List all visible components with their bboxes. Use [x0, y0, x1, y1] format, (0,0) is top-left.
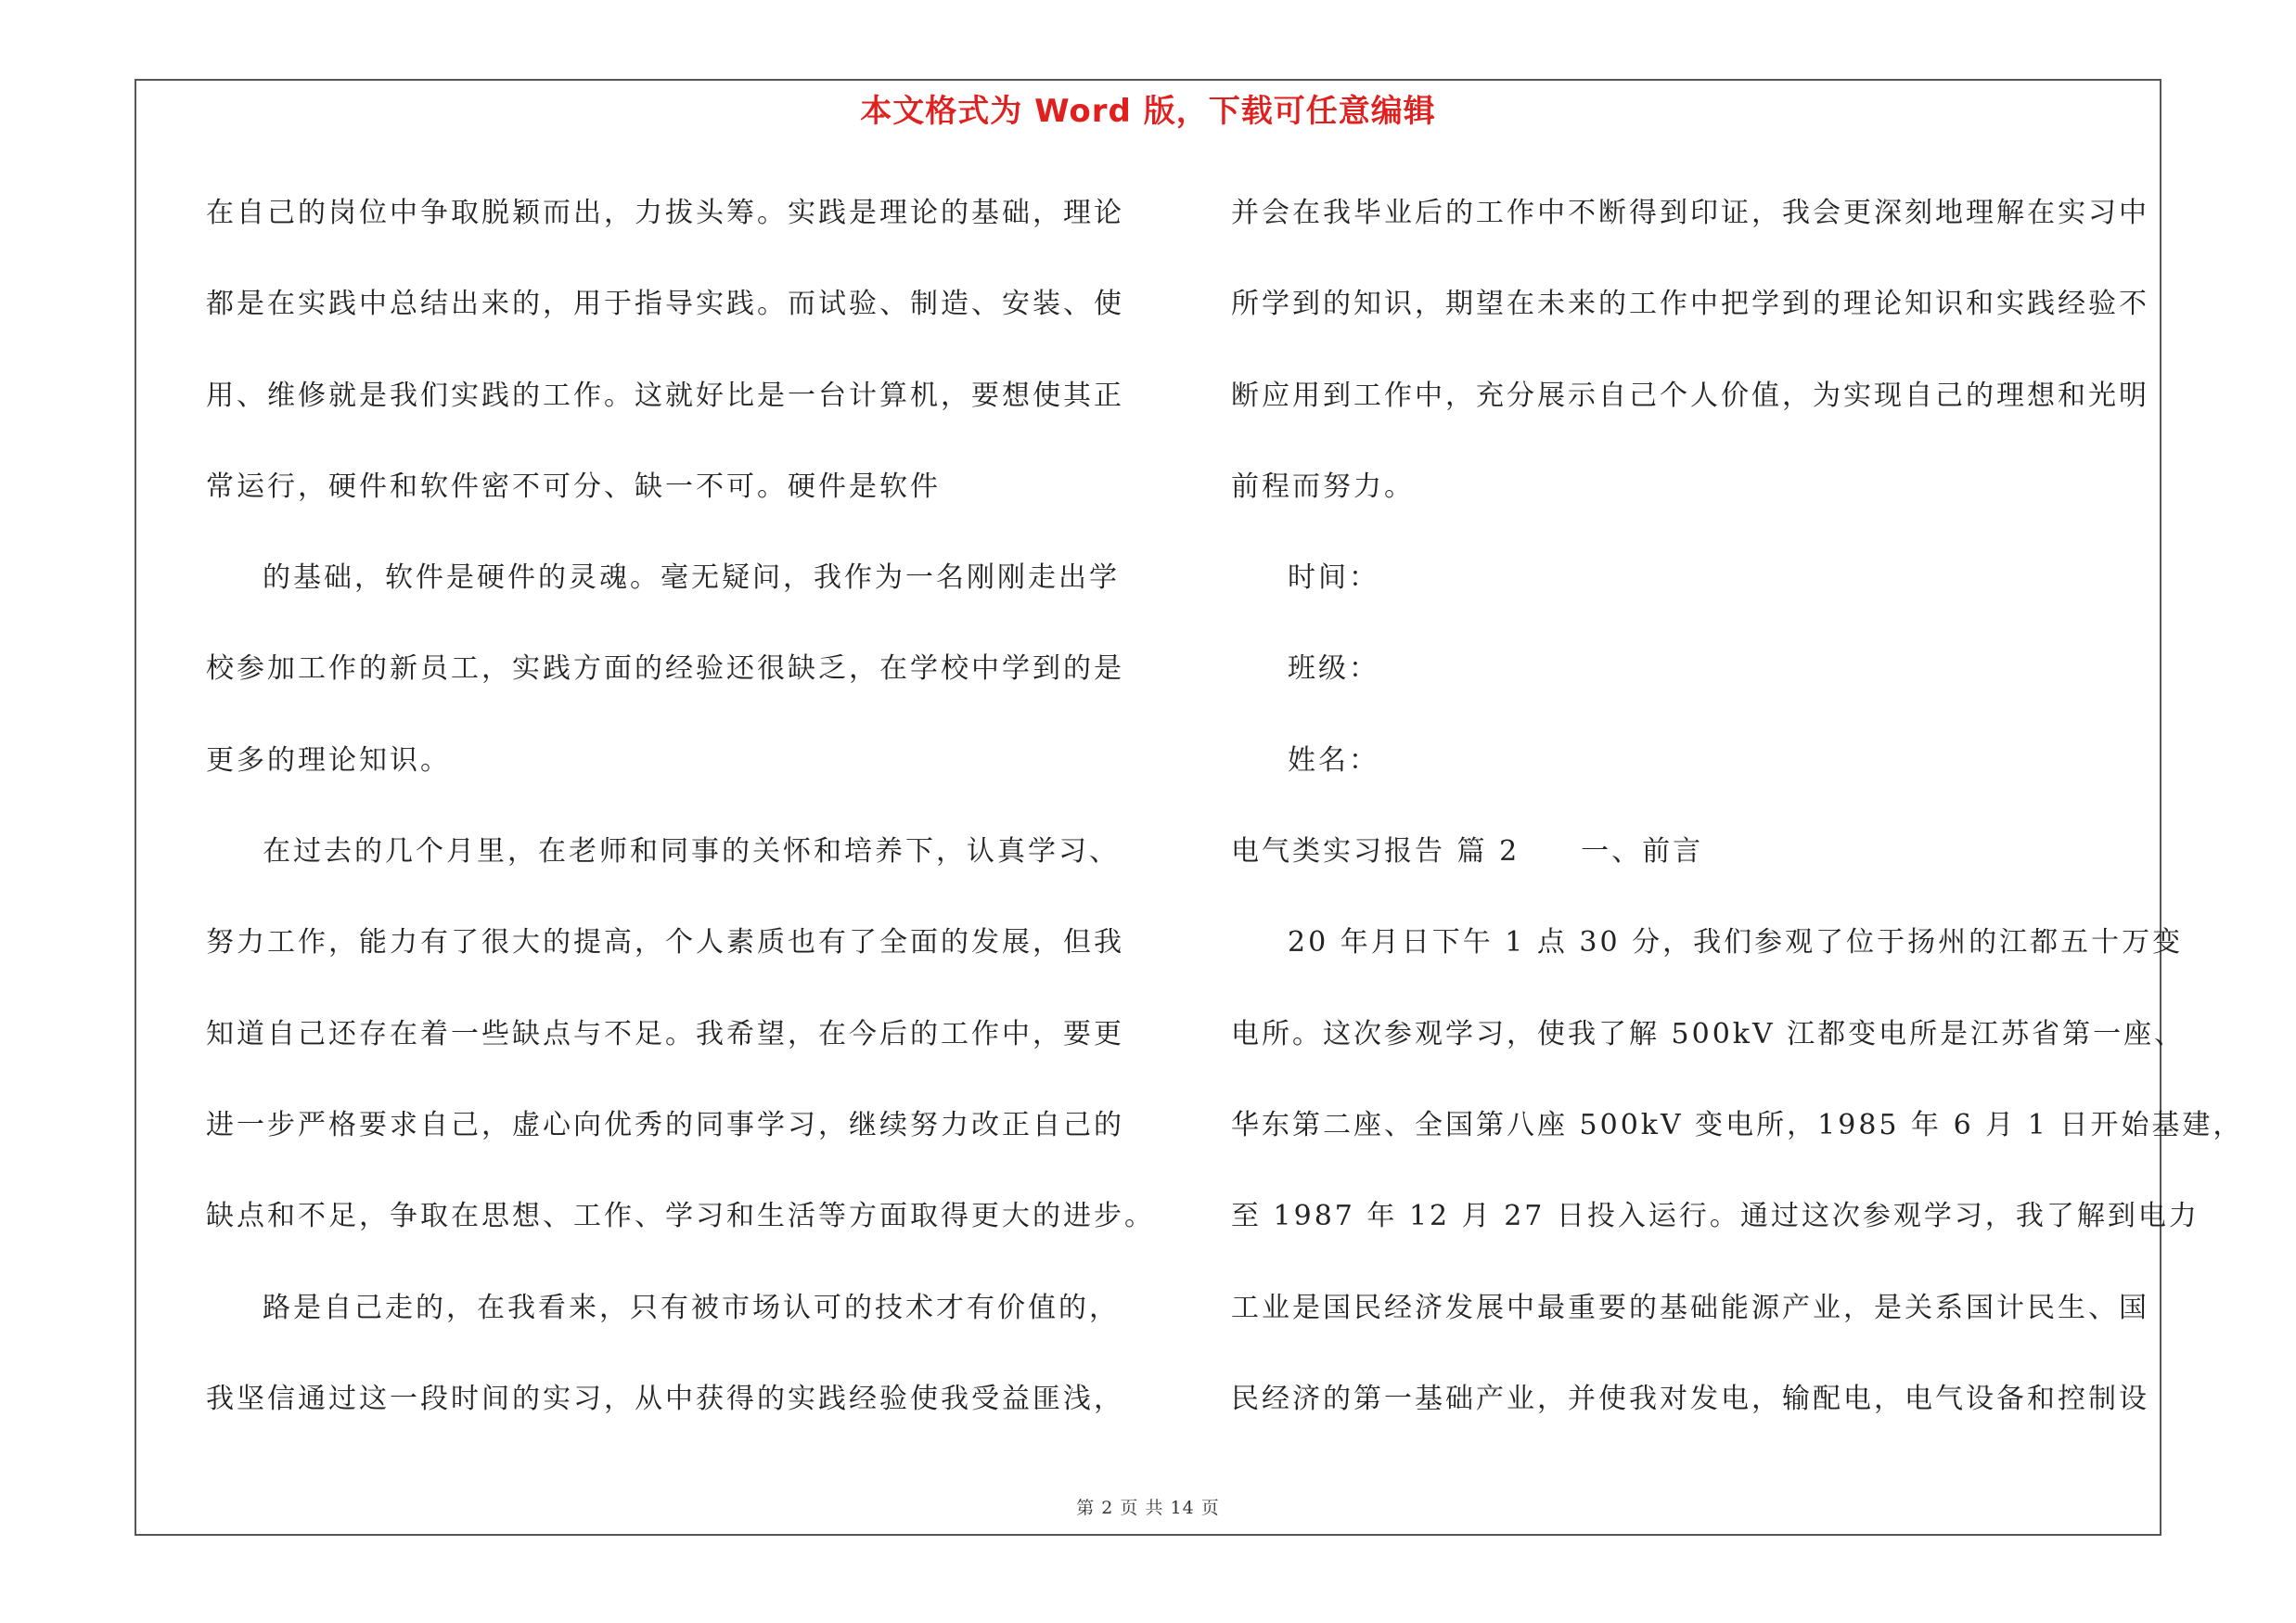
text-line: 更多的理论知识。	[206, 743, 451, 777]
text-line: 用、维修就是我们实践的工作。这就好比是一台计算机，要想使其正	[206, 379, 1124, 412]
text-line: 的基础，软件是硬件的灵魂。毫无疑问，我作为一名刚刚走出学	[263, 561, 1120, 595]
text-line: 进一步严格要求自己，虚心向优秀的同事学习，继续努力改正自己的	[206, 1108, 1124, 1141]
text-line: 前程而努力。	[1231, 470, 1415, 503]
text-line: 华东第二座、全国第八座 500kV 变电所，1985 年 6 月 1 日开始基建，	[1231, 1108, 2244, 1141]
text-line: 常运行，硬件和软件密不可分、缺一不可。硬件是软件	[206, 470, 941, 503]
class-label: 班级：	[1288, 652, 1379, 686]
text-line: 路是自己走的，在我看来，只有被市场认可的技术才有价值的，	[263, 1291, 1120, 1324]
header-banner: 本文格式为 Word 版，下载可任意编辑	[860, 93, 1436, 130]
text-line: 在自己的岗位中争取脱颖而出，力拔头筹。实践是理论的基础，理论	[206, 197, 1124, 229]
text-line: 努力工作，能力有了很大的提高，个人素质也有了全面的发展，但我	[206, 926, 1124, 960]
text-line: 在过去的几个月里，在老师和同事的关怀和培养下，认真学习、	[263, 835, 1120, 869]
text-line: 断应用到工作中，充分展示自己个人价值，为实现自己的理想和光明	[1231, 379, 2149, 412]
text-line: 电所。这次参观学习，使我了解 500kV 江都变电所是江苏省第一座、	[1231, 1017, 2186, 1050]
text-line: 20 年月日下午 1 点 30 分，我们参观了位于扬州的江都五十万变	[1288, 926, 2184, 960]
text-line: 至 1987 年 12 月 27 日投入运行。通过这次参观学习，我了解到电力	[1231, 1200, 2200, 1233]
text-line: 校参加工作的新员工，实践方面的经验还很缺乏，在学校中学到的是	[206, 652, 1124, 686]
left-column	[206, 186, 1155, 1462]
text-line: 知道自己还存在着一些缺点与不足。我希望，在今后的工作中，要更	[206, 1017, 1124, 1050]
text-line: 民经济的第一基础产业，并使我对发电，输配电，电气设备和控制设	[1231, 1382, 2149, 1415]
page-number: 第 2 页 共 14 页	[1076, 1498, 1220, 1518]
text-line: 我坚信通过这一段时间的实习，从中获得的实践经验使我受益匪浅，	[206, 1382, 1124, 1415]
section-heading: 电气类实习报告 篇 2 一、前言	[1231, 835, 1704, 869]
text-line: 所学到的知识，期望在未来的工作中把学到的理论知识和实践经验不	[1231, 288, 2149, 321]
text-line: 都是在实践中总结出来的，用于指导实践。而试验、制造、安装、使	[206, 288, 1124, 321]
text-line: 缺点和不足，争取在思想、工作、学习和生活等方面取得更大的进步。	[206, 1200, 1155, 1233]
right-column	[1231, 186, 2244, 1462]
name-label: 姓名：	[1288, 743, 1379, 777]
text-line: 并会在我毕业后的工作中不断得到印证，我会更深刻地理解在实习中	[1231, 197, 2149, 229]
text-line: 工业是国民经济发展中最重要的基础能源产业，是关系国计民生、国	[1231, 1291, 2149, 1324]
time-label: 时间：	[1288, 561, 1379, 595]
